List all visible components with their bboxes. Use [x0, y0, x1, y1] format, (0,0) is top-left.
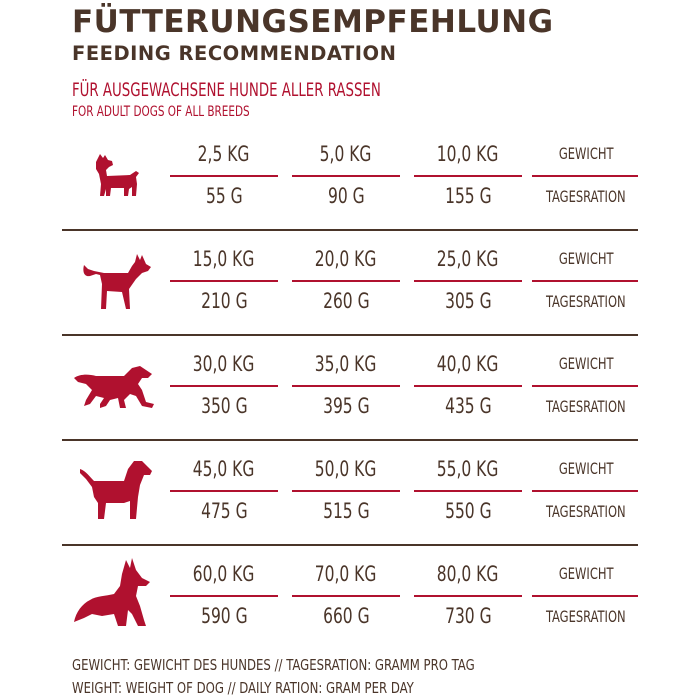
divider-line: [170, 385, 278, 387]
ration-label: TAGESRATION: [546, 607, 626, 626]
divider-line: [532, 595, 638, 597]
ration-value: 590 G: [200, 604, 248, 628]
ration-label: TAGESRATION: [546, 397, 626, 416]
shepherd-dog-icon: [66, 544, 162, 649]
weight-label: GEWICHT: [558, 249, 614, 268]
weight-value: 50,0 KG: [315, 457, 377, 481]
feeding-row: [62, 439, 638, 546]
weight-value: 35,0 KG: [315, 352, 377, 376]
ration-label: TAGESRATION: [546, 292, 626, 311]
divider-line: [292, 175, 400, 177]
divider-line: [292, 595, 400, 597]
medium-dog-icon: [66, 229, 162, 334]
divider-line: [532, 490, 638, 492]
divider-line: [170, 175, 278, 177]
footnote-de: GEWICHT: GEWICHT DES HUNDES // TAGESRATION: GRAMM PRO TAG: [72, 656, 475, 674]
weight-value: 30,0 KG: [193, 352, 255, 376]
page-subtitle: FEEDING RECOMMENDATION: [72, 42, 397, 65]
divider-line: [414, 490, 522, 492]
weight-value: 2,5 KG: [198, 142, 250, 166]
weight-value: 60,0 KG: [193, 562, 255, 586]
ration-value: 550 G: [444, 499, 492, 523]
ration-value: 435 G: [444, 394, 492, 418]
divider-line: [292, 280, 400, 282]
ration-value: 660 G: [322, 604, 370, 628]
ration-value: 515 G: [322, 499, 370, 523]
feeding-row: [62, 544, 638, 649]
weight-value: 10,0 KG: [437, 142, 499, 166]
feeding-row: [62, 334, 638, 441]
ration-value: 395 G: [322, 394, 370, 418]
ration-value: 55 G: [205, 184, 243, 208]
weight-value: 25,0 KG: [437, 247, 499, 271]
divider-line: [414, 175, 522, 177]
small-terrier-dog-icon: [66, 124, 162, 229]
weight-value: 45,0 KG: [193, 457, 255, 481]
target-audience-de: FÜR AUSGEWACHSENE HUNDE ALLER RASSEN: [72, 79, 381, 101]
divider-line: [414, 280, 522, 282]
ration-value: 305 G: [444, 289, 492, 313]
weight-value: 5,0 KG: [320, 142, 372, 166]
divider-line: [532, 280, 638, 282]
weight-value: 70,0 KG: [315, 562, 377, 586]
weight-value: 40,0 KG: [437, 352, 499, 376]
weight-value: 15,0 KG: [193, 247, 255, 271]
divider-line: [532, 385, 638, 387]
ration-value: 475 G: [200, 499, 248, 523]
feeding-row: [62, 124, 638, 231]
divider-line: [414, 385, 522, 387]
ration-label: TAGESRATION: [546, 502, 626, 521]
ration-label: TAGESRATION: [546, 187, 626, 206]
ration-value: 210 G: [200, 289, 248, 313]
weight-value: 80,0 KG: [437, 562, 499, 586]
divider-line: [170, 595, 278, 597]
weight-value: 20,0 KG: [315, 247, 377, 271]
feeding-row: [62, 229, 638, 336]
ration-value: 260 G: [322, 289, 370, 313]
divider-line: [170, 490, 278, 492]
ration-value: 730 G: [444, 604, 492, 628]
footnote-en: WEIGHT: WEIGHT OF DOG // DAILY RATION: GRAM PER DAY: [72, 679, 414, 697]
divider-line: [170, 280, 278, 282]
weight-label: GEWICHT: [558, 564, 614, 583]
weight-label: GEWICHT: [558, 144, 614, 163]
weight-label: GEWICHT: [558, 354, 614, 373]
ration-value: 155 G: [444, 184, 492, 208]
divider-line: [414, 595, 522, 597]
weight-label: GEWICHT: [558, 459, 614, 478]
divider-line: [532, 175, 638, 177]
setter-dog-icon: [66, 334, 162, 439]
divider-line: [292, 490, 400, 492]
weight-value: 55,0 KG: [437, 457, 499, 481]
target-audience-en: FOR ADULT DOGS OF ALL BREEDS: [72, 104, 250, 120]
ration-value: 90 G: [327, 184, 365, 208]
page-title: FÜTTERUNGSEMPFEHLUNG: [72, 4, 554, 40]
divider-line: [292, 385, 400, 387]
retriever-dog-icon: [66, 439, 162, 544]
ration-value: 350 G: [200, 394, 248, 418]
